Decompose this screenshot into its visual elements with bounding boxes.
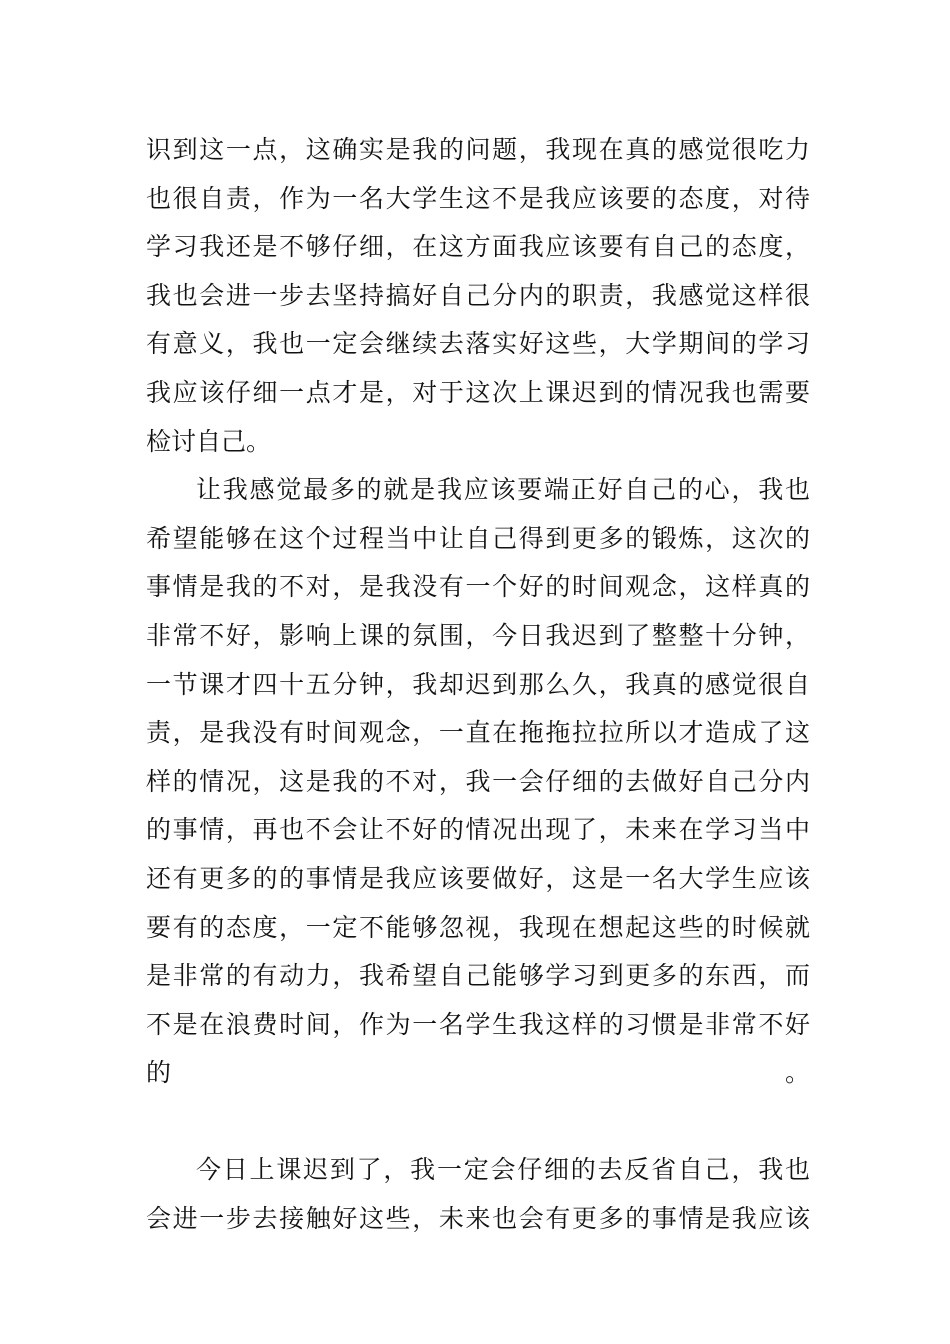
- paragraph-3: [146, 1146, 810, 1243]
- text-line: 的事情，再也不会让不好的情况出现了，未来在学习当中: [146, 815, 810, 845]
- text-line: 今日上课迟到了，我一定会仔细的去反省自己，我也: [196, 1155, 810, 1185]
- text-line: 是非常的有动力，我希望自己能够学习到更多的东西，而: [146, 961, 810, 991]
- text-line: 我应该仔细一点才是，对于这次上课迟到的情况我也需要: [146, 377, 810, 407]
- text-line: 责，是我没有时间观念，一直在拖拖拉拉所以才造成了这: [146, 718, 810, 748]
- text-line: 有意义，我也一定会继续去落实好这些，大学期间的学习: [146, 329, 810, 359]
- text-line: [146, 1098, 810, 1147]
- text-line: 事情是我的不对，是我没有一个好的时间观念，这样真的: [146, 572, 810, 602]
- text-line: 样的情况，这是我的不对，我一会仔细的去做好自己分内: [146, 766, 810, 796]
- text-line: 非常不好，影响上课的氛围，今日我迟到了整整十分钟，: [146, 620, 810, 650]
- text-line: 也很自责，作为一名大学生这不是我应该要的态度，对待: [146, 183, 810, 213]
- text-line: 让我感觉最多的就是我应该要端正好自己的心，我也: [196, 475, 810, 505]
- text-line: 还有更多的的事情是我应该要做好，这是一名大学生应该: [146, 863, 810, 893]
- text-line: 检讨自己。: [146, 426, 272, 456]
- document-body: [146, 126, 810, 1244]
- text-line: 学习我还是不够仔细，在这方面我应该要有自己的态度，: [146, 232, 810, 262]
- paragraph-1: [146, 126, 810, 466]
- text-line: 要有的态度，一定不能够忽视，我现在想起这些的时候就: [146, 912, 810, 942]
- text-line: 希望能够在这个过程当中让自己得到更多的锻炼，这次的: [146, 523, 810, 553]
- text-line: 会进一步去接触好这些，未来也会有更多的事情是我应该: [146, 1204, 810, 1234]
- paragraph-2: [146, 466, 810, 1146]
- text-line: 识到这一点，这确实是我的问题，我现在真的感觉很吃力: [146, 135, 810, 164]
- text-line: 的。: [146, 1058, 810, 1088]
- text-line: 不是在浪费时间，作为一名学生我这样的习惯是非常不好: [146, 1009, 810, 1039]
- text-line: 一节课才四十五分钟，我却迟到那么久，我真的感觉很自: [146, 669, 810, 699]
- text-line: 我也会进一步去坚持搞好自己分内的职责，我感觉这样很: [146, 280, 810, 310]
